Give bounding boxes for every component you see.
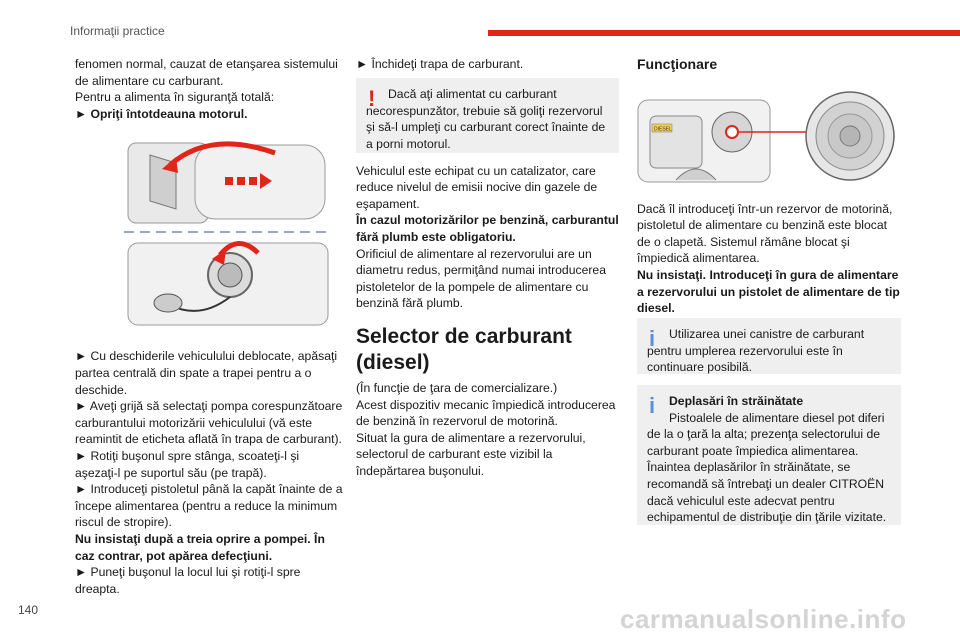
info-note-abroad [637,385,901,525]
orifice-text: Orificiul de alimentare al rezervorului are un diametru redus, permiţând numai introducerea pistoletelor de la pompele de alimentare cu benzină fără plumb. [356,246,606,311]
intro-text: fenomen normal, cauzat de etanşarea sistemului de alimentare cu carburant. [75,57,338,88]
running-header-title: Informaţii practice [70,24,165,38]
step-insert-nozzle: ► Introduceţi pistoletul până la capăt înainte de a începe alimentarea (pentru a reduce la minimum riscul de stropire). [75,482,343,530]
pump-stop-warning: Nu insistaţi după a treia oprire a pompei. În caz contrar, pot apărea defecţiuni. [75,531,325,563]
header-accent-bar [488,30,960,36]
fuel-selector-illustration [636,88,898,188]
cap-on-holder [154,294,182,312]
arrow-icon: ► [75,565,88,580]
petrol-requirement: În cazul motorizărilor pe benzină, carburantul fără plumb este obligatoriu. [356,213,619,244]
warning-note-text: Dacă aţi alimentat cu carburant necorespunzător, trebuie să goliţi rezervorul şi să-l umpleţi cu carburant corect înainte de a porni motorul. [366,87,606,151]
arrow-icon: ► [75,482,88,497]
catalyst-text: Vehiculul este echipat cu un catalizator, care reduce nivelul de emisii nocive din gazele de eşapament. [356,163,598,211]
device-text: Acest dispozitiv mecanic împiedică introducerea de benzină în rezervorul de motorină. [356,397,616,429]
section-title: Selector de carburant (diesel) [356,324,572,374]
diesel-label: DIESEL [654,126,672,133]
arrow-icon: ► [75,448,88,463]
abroad-text: Pistoalele de alimentare diesel pot diferi de la o ţară la alta; prezenţa selectorului de carburant poate împiedica alimentarea. Înaintea deplasărilor în străinătate, se recomandă să întrebaţi un dealer CITROËN dacă vehiculul este adecvat pentru echipamentul de distribuţie din ţările vizitate. [647,410,887,525]
operation-text: Dacă îl introduceţi într-un rezervor de motorină, pistoletul de alimentare cu benzină este blocat de o clapetă. Sistemul rămâne blocat şi împiedică alimentarea. [637,201,893,266]
arrow-icon: ► [75,106,88,121]
arrow-icon: ► [356,57,369,71]
arrow-icon: ► [75,349,88,364]
info-note-canister [637,318,901,374]
intro-text-2: Pentru a alimenta în siguranţă totală: [75,90,275,105]
country-note: (În funcţie de ţara de comercializare.) [356,380,558,395]
step-close-flap: ► Închideţi trapa de carburant. [356,57,524,71]
fuel-flap-illustration [110,135,342,330]
fuel-cap-center [218,263,242,287]
abroad-title: Deplasări în străinătate [669,394,804,408]
arrow-icon: ► [75,399,88,414]
insist-warning: Nu insistaţi. Introduceţi în gura de alimentare a rezervorului un pistolet de alimentare de tip diesel. [637,267,900,316]
selector-highlight [726,126,738,138]
warning-note [356,78,619,153]
step-select-pump: ► Aveţi grijă să selectaţi pompa corespunzătoare carburantului motorizării vehiculului (vă este reamintit de eticheta aflată în trapa de carburant). [75,399,343,447]
selector-core [840,126,860,146]
page-number: 140 [18,603,39,617]
watermark-url: carmanualsonline.info [620,604,907,634]
step-replace-cap: ► Puneţi buşonul la locul lui şi rotiţi-l spre dreapta. [75,565,301,596]
warning-icon: ! [368,86,376,111]
step-stop-engine: ► Opriţi întotdeauna motorul. [75,106,248,121]
step-rotate-cap: ► Rotiţi buşonul spre stânga, scoateţi-l şi aşezaţi-l pe suportul său (pe trapă). [75,448,300,480]
visible-text: Situat la gura de alimentare a rezervorului, selectorul de carburant este vizibil la îndepărtarea buşonului. [356,430,586,478]
operation-heading: Funcţionare [637,56,718,72]
info-canister-text: Utilizarea unei canistre de carburant pentru umplerea rezervorului este în continuare posibilă. [647,327,865,375]
info-icon: i [649,326,656,351]
step-open-flap: ► Cu deschiderile vehiculului deblocate, apăsaţi partea centrală din spate a trapei pentru a o deschide. [75,349,338,397]
info-icon: i [649,393,656,418]
